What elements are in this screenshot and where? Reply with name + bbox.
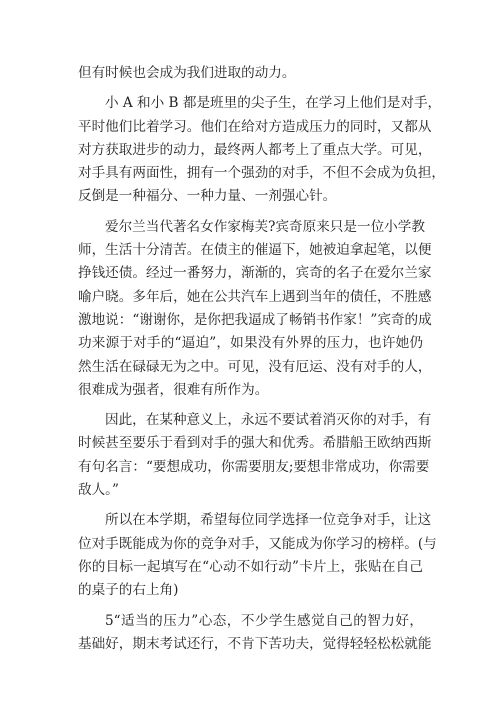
text-line: 对方获取进步的动力，最终两人都考上了重点大学。可见， [78, 141, 432, 158]
paragraph-6 [78, 610, 432, 657]
text-line: 的桌子的右上角) [78, 582, 179, 599]
text-line: 平时他们比着学习。他们在给对方造成压力的同时，又都从 [78, 118, 432, 135]
paragraph-2 [78, 92, 446, 208]
text-line: 你的目标一起填写在“心动不如行动”卡片上，张贴在自己 [78, 558, 423, 575]
text-line: 挣钱还债。经过一番努力，渐渐的，宾奇的名子在爱尔兰家 [78, 265, 432, 282]
paragraph-gap [78, 603, 423, 610]
paragraph-5 [78, 509, 437, 602]
document-body [78, 62, 446, 656]
text-line: 激地说：“谢谢你，是你把我逼成了畅销书作家！”宾奇的成 [78, 311, 432, 328]
text-line: 有句名言：“要想成功，你需要朋友;要想非常成功，你需要 [78, 458, 430, 475]
paragraph-3 [78, 216, 432, 402]
text-line: 基础好，期末考试还行，不肯下苦功夫，觉得轻轻松松就能 [78, 635, 432, 652]
text-line: 爱尔兰当代著名女作家梅芙?宾奇原来只是一位小学教 [105, 218, 425, 235]
text-line: 因此，在某种意义上，永远不要试着消灭你的对手，有 [105, 412, 432, 429]
text-line: 所以在本学期，希望每位同学选择一位竞争对手，让这 [105, 512, 432, 529]
paragraph-4 [78, 409, 432, 502]
text-line: 敌人。” [78, 482, 119, 499]
paragraph-gap [78, 85, 423, 92]
text-line: 师，生活十分清苦。在债主的催逼下，她被迫拿起笔，以便 [78, 242, 432, 259]
text-line: 对手具有两面性，拥有一个强劲的对手，不但不会成为负担， [78, 165, 446, 182]
text-line: 反倒是一种福分、一种力量、一剂强心针。 [78, 188, 337, 205]
text-line: 小 A 和小 B 都是班里的尖子生，在学习上他们是对手， [105, 95, 442, 112]
text-line: 但有时候也会成为我们进取的动力。 [78, 65, 296, 81]
text-line: 位对手既能成为你的竞争对手，又能成为你学习的榜样。(与 [78, 535, 437, 552]
paragraph-gap [78, 209, 423, 216]
paragraph-1 [78, 62, 423, 85]
text-line: 喻户晓。多年后，她在公共汽车上遇到当年的债任，不胜感 [78, 288, 432, 305]
text-line: 功来源于对手的“逼迫”，如果没有外界的压力，也许她仍 [78, 335, 423, 352]
text-line: 时候甚至要乐于看到对手的强大和优秀。希腊船王欧纳西斯 [78, 435, 432, 452]
paragraph-gap [78, 502, 423, 509]
text-line: 很难成为强者，很难有所作为。 [78, 381, 269, 398]
text-line: 然生活在碌碌无为之中。可见，没有厄运、没有对手的人， [78, 358, 432, 375]
text-line: 5“适当的压力”心态，不少学生感觉自己的智力好， [105, 612, 423, 629]
paragraph-gap [78, 402, 423, 409]
